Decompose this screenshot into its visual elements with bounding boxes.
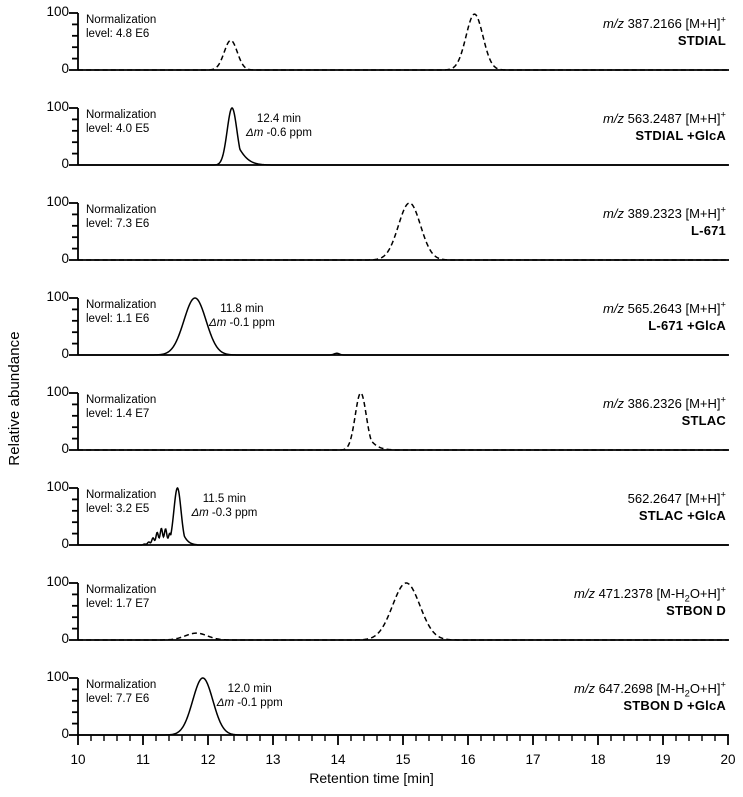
normalization-level: level: 1.7 E7: [86, 597, 150, 610]
retention-time-label: 11.8 min: [220, 303, 264, 315]
retention-time-annotation: [217, 683, 283, 710]
mz-value: 647.2698: [598, 681, 653, 696]
normalization-annotation: [86, 489, 156, 516]
y-tick-label-0: 0: [61, 251, 69, 266]
mz-value: 563.2487: [627, 111, 682, 126]
compound-identification: [603, 395, 726, 429]
normalization-annotation: [86, 109, 156, 136]
x-tick-label: 19: [655, 752, 671, 767]
y-tick-label-100: 100: [46, 574, 69, 589]
delta-m-symbol: Δm: [209, 316, 227, 329]
chromatogram-panel-7: [0, 573, 743, 668]
mz-value: 386.2326: [627, 396, 682, 411]
chromatogram-panel-2: [0, 98, 743, 193]
mass-error-label: Δm -0.3 ppm: [191, 506, 258, 519]
compound-name: L-671: [691, 223, 726, 238]
normalization-annotation: [86, 584, 156, 611]
normalization-annotation: [86, 679, 156, 706]
delta-m-symbol: Δm: [246, 126, 264, 139]
mz-prefix: m/z: [603, 111, 624, 126]
normalization-label: Normalization: [86, 394, 157, 406]
compound-name: STDIAL +GlcA: [635, 128, 726, 143]
adduct-label: [M+H]+: [685, 394, 726, 411]
mz-line: [603, 395, 726, 412]
x-tick-label: 20: [720, 752, 736, 767]
compound-name: L-671 +GlcA: [648, 318, 726, 333]
compound-identification: [603, 110, 726, 144]
chromatogram-panel-6: [0, 478, 743, 573]
mz-line: [603, 15, 726, 32]
compound-identification: [603, 300, 726, 334]
adduct-label: [M+H]+: [685, 14, 726, 31]
y-tick-label-100: 100: [46, 479, 69, 494]
charge-superscript: +: [720, 14, 726, 25]
mz-prefix: m/z: [603, 396, 624, 411]
normalization-level: level: 4.0 E5: [86, 122, 150, 135]
delta-m-symbol: Δm: [216, 696, 235, 709]
mass-error-label: Δm -0.1 ppm: [216, 696, 283, 709]
charge-superscript: +: [720, 679, 726, 690]
normalization-annotation: [86, 299, 156, 326]
x-tick-label: 11: [135, 752, 151, 767]
charge-superscript: +: [720, 394, 726, 405]
y-axis-title: Relative abundance: [5, 331, 23, 466]
mz-line: [574, 585, 726, 602]
y-tick-label-100: 100: [46, 669, 69, 684]
mz-prefix: m/z: [603, 301, 624, 316]
compound-identification: [574, 585, 726, 619]
y-tick-label-100: 100: [46, 194, 69, 209]
subscript-2: 2: [684, 688, 690, 699]
normalization-level: level: 7.7 E6: [86, 692, 150, 705]
y-tick-label-0: 0: [61, 61, 69, 76]
adduct-label: $[M-H_2O+H]^+$: [656, 584, 726, 604]
x-tick-label: 13: [265, 752, 281, 767]
adduct-label: [M+H]+: [685, 299, 726, 316]
x-tick-label: 14: [330, 752, 346, 767]
retention-time-annotation: [191, 493, 257, 520]
x-tick-label: 18: [590, 752, 606, 767]
charge-superscript: +: [720, 584, 726, 595]
y-tick-label-100: 100: [46, 384, 69, 399]
retention-time-annotation: [209, 303, 275, 330]
charge-superscript: +: [720, 109, 726, 120]
mz-prefix: m/z: [603, 16, 624, 31]
normalization-label: Normalization: [86, 299, 157, 311]
compound-name: STBON D: [666, 603, 726, 618]
chromatogram-panel-3: [0, 193, 743, 288]
charge-superscript: +: [720, 204, 726, 215]
normalization-level: level: 1.4 E7: [86, 407, 150, 420]
normalization-level: level: 1.1 E6: [86, 312, 150, 325]
adduct-label: [M+H]+: [685, 204, 726, 221]
y-tick-label-0: 0: [61, 156, 69, 171]
mz-line: [603, 110, 726, 127]
normalization-annotation: [86, 204, 156, 231]
mz-value: 471.2378: [598, 586, 653, 601]
normalization-label: Normalization: [86, 109, 157, 121]
compound-identification: [603, 205, 726, 239]
y-tick-label-100: 100: [46, 99, 69, 114]
x-axis-tick-labels: [0, 752, 743, 768]
x-tick-label: 15: [395, 752, 411, 767]
mz-prefix: m/z: [603, 206, 624, 221]
normalization-level: level: 7.3 E6: [86, 217, 150, 230]
retention-time-label: 11.5 min: [202, 493, 246, 505]
y-tick-label-0: 0: [61, 536, 69, 551]
compound-name: STLAC +GlcA: [638, 508, 726, 523]
normalization-label: Normalization: [86, 584, 157, 596]
x-tick-label: 16: [460, 752, 476, 767]
delta-m-symbol: Δm: [191, 506, 209, 519]
mass-error-label: Δm -0.6 ppm: [246, 126, 312, 139]
normalization-annotation: [86, 14, 156, 41]
chromatogram-panel-8: [0, 668, 743, 763]
mz-value: 387.2166: [627, 16, 682, 31]
y-tick-label-100: 100: [46, 4, 69, 19]
compound-identification: [628, 490, 726, 524]
mz-line: [628, 490, 726, 507]
adduct-label: [M+H]+: [685, 109, 726, 126]
retention-time-annotation: [246, 113, 312, 140]
y-tick-label-0: 0: [61, 441, 69, 456]
x-tick-label: 10: [70, 752, 86, 767]
compound-name: STLAC: [681, 413, 726, 428]
compound-name: STDIAL: [677, 33, 726, 48]
adduct-label: $[M-H_2O+H]^+$: [656, 679, 726, 699]
mz-line: [574, 680, 726, 697]
charge-superscript: +: [720, 299, 726, 310]
normalization-label: Normalization: [86, 204, 157, 216]
charge-superscript: +: [720, 489, 726, 500]
mz-value: 389.2323: [627, 206, 682, 221]
mz-prefix: m/z: [574, 681, 595, 696]
mz-line: [603, 300, 726, 317]
x-tick-label: 17: [525, 752, 541, 767]
normalization-label: Normalization: [86, 14, 157, 26]
mz-value: 565.2643: [627, 301, 682, 316]
mz-prefix: m/z: [574, 586, 595, 601]
normalization-label: Normalization: [86, 679, 157, 691]
chromatogram-panel-5: [0, 383, 743, 478]
y-tick-label-0: 0: [61, 631, 69, 646]
adduct-label: [M+H]+: [685, 489, 726, 506]
x-axis-title: Retention time [min]: [309, 770, 434, 786]
normalization-label: Normalization: [86, 489, 157, 501]
mass-error-label: Δm -0.1 ppm: [209, 316, 275, 329]
mz-value: 562.2647: [627, 491, 682, 506]
y-tick-label-0: 0: [61, 726, 69, 741]
compound-identification: [603, 15, 726, 49]
chromatogram-panel-1: [0, 3, 743, 98]
normalization-annotation: [86, 394, 156, 421]
x-tick-label: 12: [200, 752, 216, 767]
y-tick-label-100: 100: [46, 289, 69, 304]
retention-time-label: 12.0 min: [227, 683, 272, 695]
chromatogram-panel-4: [0, 288, 743, 383]
compound-name: STBON D +GlcA: [623, 698, 726, 713]
subscript-2: 2: [684, 593, 690, 604]
normalization-level: level: 4.8 E6: [86, 27, 150, 40]
retention-time-label: 12.4 min: [256, 113, 302, 125]
compound-identification: [574, 680, 726, 714]
mz-line: [603, 205, 726, 222]
normalization-level: level: 3.2 E5: [86, 502, 150, 515]
y-tick-label-0: 0: [61, 346, 69, 361]
